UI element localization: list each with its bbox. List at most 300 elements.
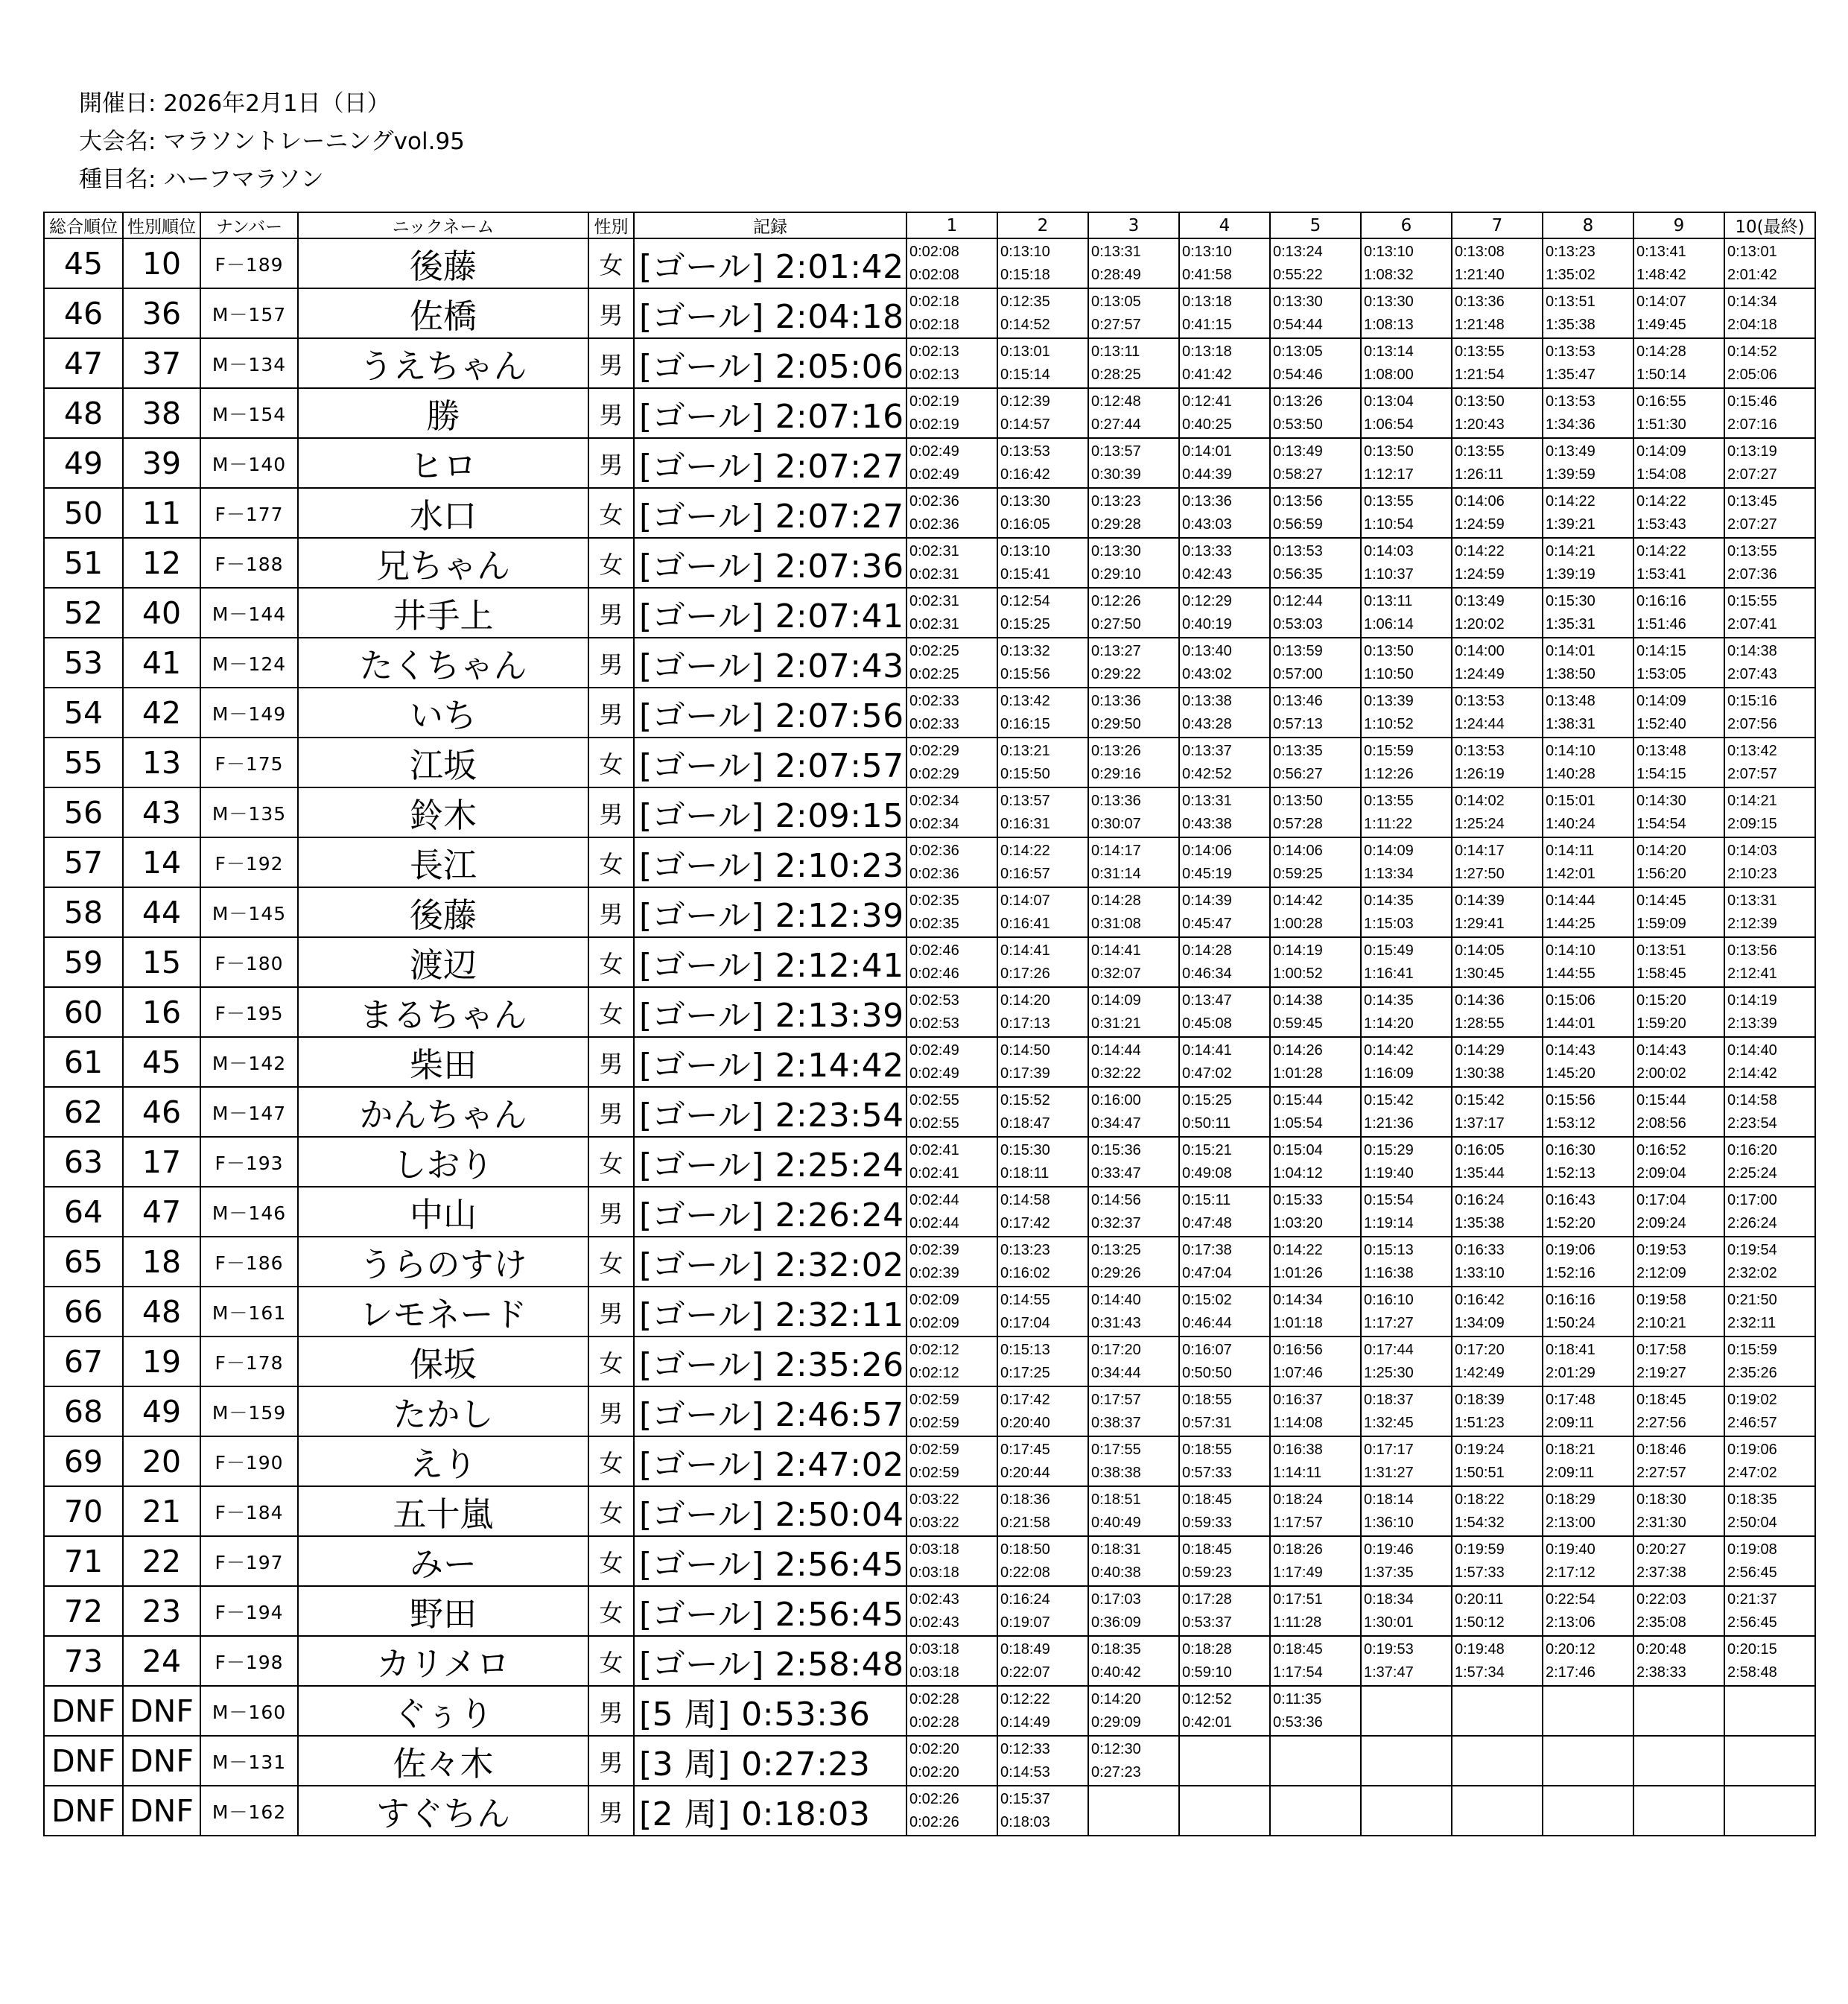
lap-time-cell bbox=[1543, 738, 1633, 787]
lap-split: 0:13:32 bbox=[1000, 642, 1050, 659]
lap-split: 0:18:36 bbox=[1000, 1491, 1050, 1508]
lap-time-cell bbox=[1633, 937, 1724, 987]
lap-time-cell bbox=[997, 288, 1088, 338]
lap-split: 0:13:25 bbox=[1091, 1241, 1141, 1258]
lap-cumulative: 1:27:50 bbox=[1455, 865, 1505, 882]
results-table bbox=[43, 212, 1816, 1836]
lap-cumulative: 1:11:28 bbox=[1273, 1614, 1322, 1631]
lap-cumulative: 0:02:25 bbox=[909, 665, 959, 682]
lap-split: 0:03:18 bbox=[909, 1541, 959, 1558]
lap-cumulative: 2:35:26 bbox=[1727, 1364, 1777, 1381]
lap-split: 0:13:26 bbox=[1273, 393, 1323, 410]
lap-split: 0:13:56 bbox=[1727, 942, 1777, 959]
lap-cumulative: 2:09:04 bbox=[1636, 1164, 1686, 1182]
lap-cumulative: 0:02:33 bbox=[909, 715, 959, 732]
nickname-cell: 渡辺 bbox=[298, 937, 588, 987]
lap-cumulative: 1:58:45 bbox=[1636, 965, 1686, 982]
lap-time-cell bbox=[1724, 1536, 1815, 1586]
lap-time-cell bbox=[1452, 738, 1543, 787]
lap-split: 0:02:39 bbox=[909, 1241, 959, 1258]
lap-cumulative: 2:09:11 bbox=[1546, 1464, 1595, 1481]
lap-split: 0:14:07 bbox=[1636, 293, 1686, 310]
lap-split: 0:14:21 bbox=[1546, 542, 1595, 559]
nickname-cell: たかし bbox=[298, 1386, 588, 1436]
lap-split: 0:17:20 bbox=[1091, 1341, 1141, 1358]
sex-cell: 男 bbox=[588, 1736, 634, 1786]
lap-cumulative: 0:27:50 bbox=[1091, 615, 1141, 632]
lap-cumulative: 0:38:37 bbox=[1091, 1414, 1141, 1431]
sex-cell: 男 bbox=[588, 288, 634, 338]
lap-time-cell bbox=[1633, 1786, 1724, 1836]
overall-rank-cell: 57 bbox=[44, 837, 123, 887]
lap-cumulative: 2:10:23 bbox=[1727, 865, 1777, 882]
bib-number-cell: M－131 bbox=[200, 1736, 298, 1786]
lap-cumulative: 1:20:43 bbox=[1455, 416, 1505, 433]
lap-time-cell bbox=[997, 338, 1088, 388]
lap-cumulative: 1:21:54 bbox=[1455, 366, 1505, 383]
bib-number-cell: F－184 bbox=[200, 1486, 298, 1536]
lap-cumulative: 1:06:54 bbox=[1364, 416, 1414, 433]
lap-time-cell bbox=[1633, 787, 1724, 837]
lap-time-cell bbox=[1270, 1486, 1361, 1536]
lap-split: 0:13:26 bbox=[1091, 742, 1141, 759]
lap-time-cell bbox=[1179, 438, 1270, 488]
lap-cumulative: 1:19:40 bbox=[1364, 1164, 1414, 1182]
table-row bbox=[44, 588, 1815, 638]
lap-cumulative: 0:02:31 bbox=[909, 565, 959, 583]
lap-time-cell bbox=[997, 538, 1088, 588]
lap-cumulative: 1:05:54 bbox=[1273, 1114, 1323, 1132]
lap-split: 0:15:20 bbox=[1636, 992, 1686, 1009]
gender-rank-cell: DNF bbox=[123, 1736, 200, 1786]
lap-cumulative: 0:43:02 bbox=[1182, 665, 1232, 682]
record-cell: [ゴール] 2:07:27 bbox=[634, 438, 906, 488]
bib-number-cell: F－195 bbox=[200, 987, 298, 1037]
lap-cumulative: 1:52:16 bbox=[1546, 1264, 1595, 1281]
overall-rank-cell: 51 bbox=[44, 538, 123, 588]
lap-time-cell bbox=[1633, 1087, 1724, 1137]
lap-time-cell bbox=[1361, 1237, 1452, 1287]
lap-time-cell bbox=[1361, 688, 1452, 738]
lap-time-cell bbox=[1088, 1037, 1179, 1087]
lap-time-cell bbox=[1452, 1786, 1543, 1836]
sex-cell: 男 bbox=[588, 1386, 634, 1436]
lap-time-cell bbox=[1543, 538, 1633, 588]
lap-time-cell bbox=[1179, 1386, 1270, 1436]
lap-time-cell bbox=[997, 787, 1088, 837]
lap-time-cell bbox=[1543, 388, 1633, 438]
lap-split: 0:13:04 bbox=[1364, 393, 1414, 410]
lap-time-cell bbox=[1088, 1536, 1179, 1586]
lap-cumulative: 0:29:22 bbox=[1091, 665, 1141, 682]
lap-split: 0:14:10 bbox=[1546, 742, 1595, 759]
lap-time-cell bbox=[1724, 1736, 1815, 1786]
sex-cell: 男 bbox=[588, 787, 634, 837]
gender-rank-cell: DNF bbox=[123, 1786, 200, 1836]
bib-number-cell: F－180 bbox=[200, 937, 298, 987]
lap-cumulative: 1:54:08 bbox=[1636, 466, 1686, 483]
lap-time-cell bbox=[1270, 1686, 1361, 1736]
lap-time-cell bbox=[1361, 787, 1452, 837]
table-row bbox=[44, 1686, 1815, 1736]
lap-time-cell bbox=[1361, 1736, 1452, 1786]
lap-cumulative: 0:03:18 bbox=[909, 1564, 959, 1581]
lap-cumulative: 1:35:02 bbox=[1546, 266, 1595, 283]
lap-time-cell bbox=[1088, 987, 1179, 1037]
lap-time-cell bbox=[1179, 1736, 1270, 1786]
lap-cumulative: 0:42:52 bbox=[1182, 765, 1232, 782]
lap-cumulative: 0:28:25 bbox=[1091, 366, 1141, 383]
lap-time-cell bbox=[997, 588, 1088, 638]
lap-split: 0:16:07 bbox=[1182, 1341, 1232, 1358]
gender-rank-cell: 11 bbox=[123, 488, 200, 538]
lap-cumulative: 1:48:42 bbox=[1636, 266, 1686, 283]
lap-time-cell bbox=[1452, 937, 1543, 987]
lap-time-cell bbox=[906, 488, 997, 538]
lap-cumulative: 1:34:36 bbox=[1546, 416, 1595, 433]
overall-rank-cell: 66 bbox=[44, 1287, 123, 1336]
lap-cumulative: 0:54:44 bbox=[1273, 316, 1323, 333]
nickname-cell: 長江 bbox=[298, 837, 588, 887]
lap-cumulative: 1:19:14 bbox=[1364, 1214, 1414, 1231]
lap-time-cell bbox=[1361, 1536, 1452, 1586]
overall-rank-cell: 63 bbox=[44, 1137, 123, 1187]
lap-split: 0:02:28 bbox=[909, 1690, 959, 1707]
table-row bbox=[44, 787, 1815, 837]
lap-cumulative: 2:17:46 bbox=[1546, 1664, 1595, 1681]
record-cell: [ゴール] 2:05:06 bbox=[634, 338, 906, 388]
lap-time-cell bbox=[1633, 1686, 1724, 1736]
lap-time-cell bbox=[1452, 588, 1543, 638]
lap-cumulative: 1:08:13 bbox=[1364, 316, 1414, 333]
lap-time-cell bbox=[1724, 1436, 1815, 1486]
overall-rank-cell: 55 bbox=[44, 738, 123, 787]
lap-time-cell bbox=[906, 1486, 997, 1536]
lap-split: 0:14:19 bbox=[1727, 992, 1777, 1009]
overall-rank-cell: 71 bbox=[44, 1536, 123, 1586]
lap-cumulative: 0:16:02 bbox=[1000, 1264, 1050, 1281]
lap-cumulative: 1:42:01 bbox=[1546, 865, 1595, 882]
lap-cumulative: 0:15:25 bbox=[1000, 615, 1050, 632]
lap-split: 0:02:33 bbox=[909, 692, 959, 709]
lap-time-cell bbox=[1088, 1786, 1179, 1836]
lap-time-cell bbox=[1452, 1486, 1543, 1536]
lap-time-cell bbox=[1361, 1336, 1452, 1386]
overall-rank-cell: 45 bbox=[44, 238, 123, 288]
bib-number-cell: F－190 bbox=[200, 1436, 298, 1486]
lap-split: 0:14:41 bbox=[1000, 942, 1050, 959]
bib-number-cell: F－197 bbox=[200, 1536, 298, 1586]
lap-split: 0:14:28 bbox=[1182, 942, 1232, 959]
lap-split: 0:13:36 bbox=[1091, 692, 1141, 709]
lap-split: 0:14:06 bbox=[1273, 842, 1323, 859]
overall-rank-cell: 60 bbox=[44, 987, 123, 1037]
lap-time-cell bbox=[1361, 1786, 1452, 1836]
lap-cumulative: 1:07:46 bbox=[1273, 1364, 1323, 1381]
lap-time-cell bbox=[1452, 1686, 1543, 1736]
lap-cumulative: 0:02:34 bbox=[909, 815, 959, 832]
nickname-cell: 五十嵐 bbox=[298, 1486, 588, 1536]
lap-time-cell bbox=[906, 1037, 997, 1087]
lap-cumulative: 0:31:14 bbox=[1091, 865, 1141, 882]
lap-time-cell bbox=[1179, 937, 1270, 987]
lap-cumulative: 1:24:59 bbox=[1455, 516, 1505, 533]
lap-split: 0:13:10 bbox=[1182, 243, 1232, 260]
lap-cumulative: 1:01:28 bbox=[1273, 1065, 1323, 1082]
lap-time-cell bbox=[1088, 1187, 1179, 1237]
lap-cumulative: 0:02:53 bbox=[909, 1015, 959, 1032]
record-cell: [ゴール] 2:14:42 bbox=[634, 1037, 906, 1087]
lap-time-cell bbox=[1452, 1536, 1543, 1586]
lap-time-cell bbox=[1543, 1287, 1633, 1336]
bib-number-cell: M－145 bbox=[200, 887, 298, 937]
lap-cumulative: 0:55:22 bbox=[1273, 266, 1323, 283]
lap-cumulative: 1:50:24 bbox=[1546, 1314, 1595, 1331]
lap-cumulative: 0:02:31 bbox=[909, 615, 959, 632]
lap-split: 0:13:55 bbox=[1727, 542, 1777, 559]
lap-split: 0:19:24 bbox=[1455, 1441, 1505, 1458]
lap-time-cell bbox=[1633, 638, 1724, 688]
lap-time-cell bbox=[1088, 1237, 1179, 1287]
lap-split: 0:14:01 bbox=[1182, 443, 1232, 460]
lap-cumulative: 1:24:44 bbox=[1455, 715, 1505, 732]
lap-split: 0:14:11 bbox=[1546, 842, 1595, 859]
event-date: 開催日: 2026年2月1日（日） bbox=[79, 90, 390, 117]
event-name: 大会名: マラソントレーニングvol.95 bbox=[79, 128, 465, 155]
lap-split: 0:19:46 bbox=[1364, 1541, 1414, 1558]
lap-time-cell bbox=[997, 1287, 1088, 1336]
lap-cumulative: 0:42:43 bbox=[1182, 565, 1232, 583]
overall-rank-cell: 49 bbox=[44, 438, 123, 488]
lap-cumulative: 0:02:08 bbox=[909, 266, 959, 283]
lap-cumulative: 2:14:42 bbox=[1727, 1065, 1777, 1082]
lap-split: 0:03:18 bbox=[909, 1640, 959, 1658]
lap-cumulative: 0:14:49 bbox=[1000, 1713, 1050, 1731]
lap-split: 0:13:49 bbox=[1455, 592, 1505, 609]
lap-cumulative: 1:30:45 bbox=[1455, 965, 1505, 982]
lap-split: 0:14:07 bbox=[1000, 892, 1050, 909]
lap-cumulative: 1:39:19 bbox=[1546, 565, 1595, 583]
lap-split: 0:15:44 bbox=[1636, 1091, 1686, 1109]
lap-cumulative: 1:10:54 bbox=[1364, 516, 1414, 533]
lap-time-cell bbox=[906, 238, 997, 288]
lap-cumulative: 0:02:28 bbox=[909, 1713, 959, 1731]
lap-time-cell bbox=[1270, 288, 1361, 338]
column-header: 5 bbox=[1270, 212, 1361, 238]
sex-cell: 女 bbox=[588, 987, 634, 1037]
lap-time-cell bbox=[1088, 1736, 1179, 1786]
lap-time-cell bbox=[1633, 538, 1724, 588]
lap-split: 0:18:49 bbox=[1000, 1640, 1050, 1658]
lap-time-cell bbox=[1361, 887, 1452, 937]
table-row bbox=[44, 1736, 1815, 1786]
lap-time-cell bbox=[906, 588, 997, 638]
lap-cumulative: 0:54:46 bbox=[1273, 366, 1323, 383]
lap-split: 0:02:09 bbox=[909, 1291, 959, 1308]
lap-split: 0:17:57 bbox=[1091, 1391, 1141, 1408]
lap-split: 0:19:53 bbox=[1636, 1241, 1686, 1258]
table-row bbox=[44, 1536, 1815, 1586]
gender-rank-cell: 21 bbox=[123, 1486, 200, 1536]
lap-cumulative: 2:07:57 bbox=[1727, 765, 1777, 782]
lap-time-cell bbox=[1270, 338, 1361, 388]
lap-cumulative: 0:02:36 bbox=[909, 516, 959, 533]
lap-split: 0:13:01 bbox=[1727, 243, 1777, 260]
lap-time-cell bbox=[997, 1736, 1088, 1786]
lap-split: 0:13:49 bbox=[1273, 443, 1323, 460]
bib-number-cell: M－135 bbox=[200, 787, 298, 837]
lap-time-cell bbox=[1179, 887, 1270, 937]
lap-cumulative: 1:26:19 bbox=[1455, 765, 1505, 782]
sex-cell: 女 bbox=[588, 238, 634, 288]
lap-cumulative: 1:36:10 bbox=[1364, 1514, 1414, 1531]
record-cell: [ゴール] 2:25:24 bbox=[634, 1137, 906, 1187]
lap-cumulative: 0:50:11 bbox=[1182, 1114, 1231, 1132]
lap-time-cell bbox=[1452, 438, 1543, 488]
gender-rank-cell: 10 bbox=[123, 238, 200, 288]
lap-cumulative: 1:33:10 bbox=[1455, 1264, 1505, 1281]
lap-cumulative: 1:29:41 bbox=[1455, 915, 1505, 932]
lap-time-cell bbox=[1270, 1386, 1361, 1436]
lap-time-cell bbox=[1543, 238, 1633, 288]
lap-cumulative: 2:12:39 bbox=[1727, 915, 1777, 932]
lap-time-cell bbox=[997, 887, 1088, 937]
lap-split: 0:13:23 bbox=[1000, 1241, 1050, 1258]
lap-cumulative: 2:13:06 bbox=[1546, 1614, 1595, 1631]
lap-time-cell bbox=[1088, 738, 1179, 787]
lap-time-cell bbox=[1179, 1187, 1270, 1237]
bib-number-cell: F－192 bbox=[200, 837, 298, 887]
lap-split: 0:15:16 bbox=[1727, 692, 1777, 709]
lap-split: 0:13:19 bbox=[1727, 443, 1777, 460]
lap-time-cell bbox=[1088, 787, 1179, 837]
lap-time-cell bbox=[1543, 438, 1633, 488]
lap-cumulative: 1:24:59 bbox=[1455, 565, 1505, 583]
lap-split: 0:20:27 bbox=[1636, 1541, 1686, 1558]
lap-cumulative: 0:17:39 bbox=[1000, 1065, 1050, 1082]
record-cell: [ゴール] 2:12:39 bbox=[634, 887, 906, 937]
lap-split: 0:16:20 bbox=[1727, 1141, 1777, 1158]
nickname-cell: 柴田 bbox=[298, 1037, 588, 1087]
lap-time-cell bbox=[1724, 438, 1815, 488]
lap-time-cell bbox=[997, 1137, 1088, 1187]
lap-time-cell bbox=[1270, 738, 1361, 787]
lap-time-cell bbox=[1633, 1486, 1724, 1536]
nickname-cell: レモネード bbox=[298, 1287, 588, 1336]
bib-number-cell: M－134 bbox=[200, 338, 298, 388]
lap-cumulative: 1:15:03 bbox=[1364, 915, 1414, 932]
sex-cell: 男 bbox=[588, 438, 634, 488]
lap-time-cell bbox=[1543, 1187, 1633, 1237]
lap-time-cell bbox=[1361, 388, 1452, 438]
lap-cumulative: 0:22:07 bbox=[1000, 1664, 1050, 1681]
column-header: 4 bbox=[1179, 212, 1270, 238]
lap-cumulative: 1:49:45 bbox=[1636, 316, 1686, 333]
lap-cumulative: 0:33:47 bbox=[1091, 1164, 1141, 1182]
lap-split: 0:18:45 bbox=[1182, 1491, 1232, 1508]
lap-cumulative: 0:57:13 bbox=[1273, 715, 1323, 732]
lap-split: 0:14:34 bbox=[1273, 1291, 1323, 1308]
lap-cumulative: 2:00:02 bbox=[1636, 1065, 1686, 1082]
lap-time-cell bbox=[1633, 837, 1724, 887]
lap-split: 0:20:12 bbox=[1546, 1640, 1595, 1658]
lap-time-cell bbox=[1270, 1636, 1361, 1686]
lap-cumulative: 1:17:27 bbox=[1364, 1314, 1414, 1331]
nickname-cell: 江坂 bbox=[298, 738, 588, 787]
lap-split: 0:02:20 bbox=[909, 1740, 959, 1757]
lap-cumulative: 0:41:15 bbox=[1182, 316, 1232, 333]
overall-rank-cell: DNF bbox=[44, 1736, 123, 1786]
lap-split: 0:17:44 bbox=[1364, 1341, 1414, 1358]
lap-split: 0:15:29 bbox=[1364, 1141, 1414, 1158]
lap-cumulative: 0:15:14 bbox=[1000, 366, 1050, 383]
lap-cumulative: 1:28:55 bbox=[1455, 1015, 1505, 1032]
lap-time-cell bbox=[1179, 1137, 1270, 1187]
lap-time-cell bbox=[1452, 1287, 1543, 1336]
lap-split: 0:14:01 bbox=[1546, 642, 1595, 659]
lap-time-cell bbox=[1724, 1786, 1815, 1836]
lap-cumulative: 0:17:13 bbox=[1000, 1015, 1050, 1032]
lap-time-cell bbox=[1543, 1037, 1633, 1087]
lap-time-cell bbox=[997, 1037, 1088, 1087]
lap-split: 0:16:37 bbox=[1273, 1391, 1323, 1408]
lap-split: 0:17:00 bbox=[1727, 1191, 1777, 1208]
lap-time-cell bbox=[1088, 1087, 1179, 1137]
lap-split: 0:02:13 bbox=[909, 343, 959, 360]
lap-cumulative: 0:16:57 bbox=[1000, 865, 1050, 882]
lap-time-cell bbox=[1361, 1386, 1452, 1436]
table-row bbox=[44, 987, 1815, 1037]
lap-cumulative: 1:14:20 bbox=[1364, 1015, 1414, 1032]
lap-time-cell bbox=[1179, 738, 1270, 787]
sex-cell: 女 bbox=[588, 1636, 634, 1686]
record-cell: [ゴール] 2:56:45 bbox=[634, 1536, 906, 1586]
lap-time-cell bbox=[1452, 388, 1543, 438]
lap-time-cell bbox=[997, 1486, 1088, 1536]
nickname-cell: 水口 bbox=[298, 488, 588, 538]
lap-time-cell bbox=[1361, 1486, 1452, 1536]
lap-split: 0:02:46 bbox=[909, 942, 959, 959]
lap-time-cell bbox=[1633, 688, 1724, 738]
lap-cumulative: 0:59:23 bbox=[1182, 1564, 1232, 1581]
lap-cumulative: 0:02:26 bbox=[909, 1813, 959, 1830]
lap-time-cell bbox=[1724, 1037, 1815, 1087]
lap-split: 0:14:22 bbox=[1273, 1241, 1323, 1258]
lap-cumulative: 1:38:31 bbox=[1546, 715, 1595, 732]
lap-time-cell bbox=[1724, 987, 1815, 1037]
lap-time-cell bbox=[1179, 1037, 1270, 1087]
lap-cumulative: 1:25:24 bbox=[1455, 815, 1505, 832]
lap-time-cell bbox=[906, 1436, 997, 1486]
lap-cumulative: 1:52:40 bbox=[1636, 715, 1686, 732]
lap-time-cell bbox=[1179, 1786, 1270, 1836]
lap-split: 0:14:30 bbox=[1636, 792, 1686, 809]
lap-time-cell bbox=[1724, 1137, 1815, 1187]
gender-rank-cell: 44 bbox=[123, 887, 200, 937]
table-row bbox=[44, 238, 1815, 288]
lap-split: 0:15:59 bbox=[1364, 742, 1414, 759]
nickname-cell: かんちゃん bbox=[298, 1087, 588, 1137]
lap-time-cell bbox=[1179, 1586, 1270, 1636]
lap-cumulative: 1:44:55 bbox=[1546, 965, 1595, 982]
sex-cell: 女 bbox=[588, 488, 634, 538]
nickname-cell: うえちゃん bbox=[298, 338, 588, 388]
lap-time-cell bbox=[1724, 787, 1815, 837]
lap-cumulative: 0:42:01 bbox=[1182, 1713, 1232, 1731]
lap-time-cell bbox=[1179, 238, 1270, 288]
lap-split: 0:13:27 bbox=[1091, 642, 1141, 659]
lap-cumulative: 0:57:33 bbox=[1182, 1464, 1232, 1481]
